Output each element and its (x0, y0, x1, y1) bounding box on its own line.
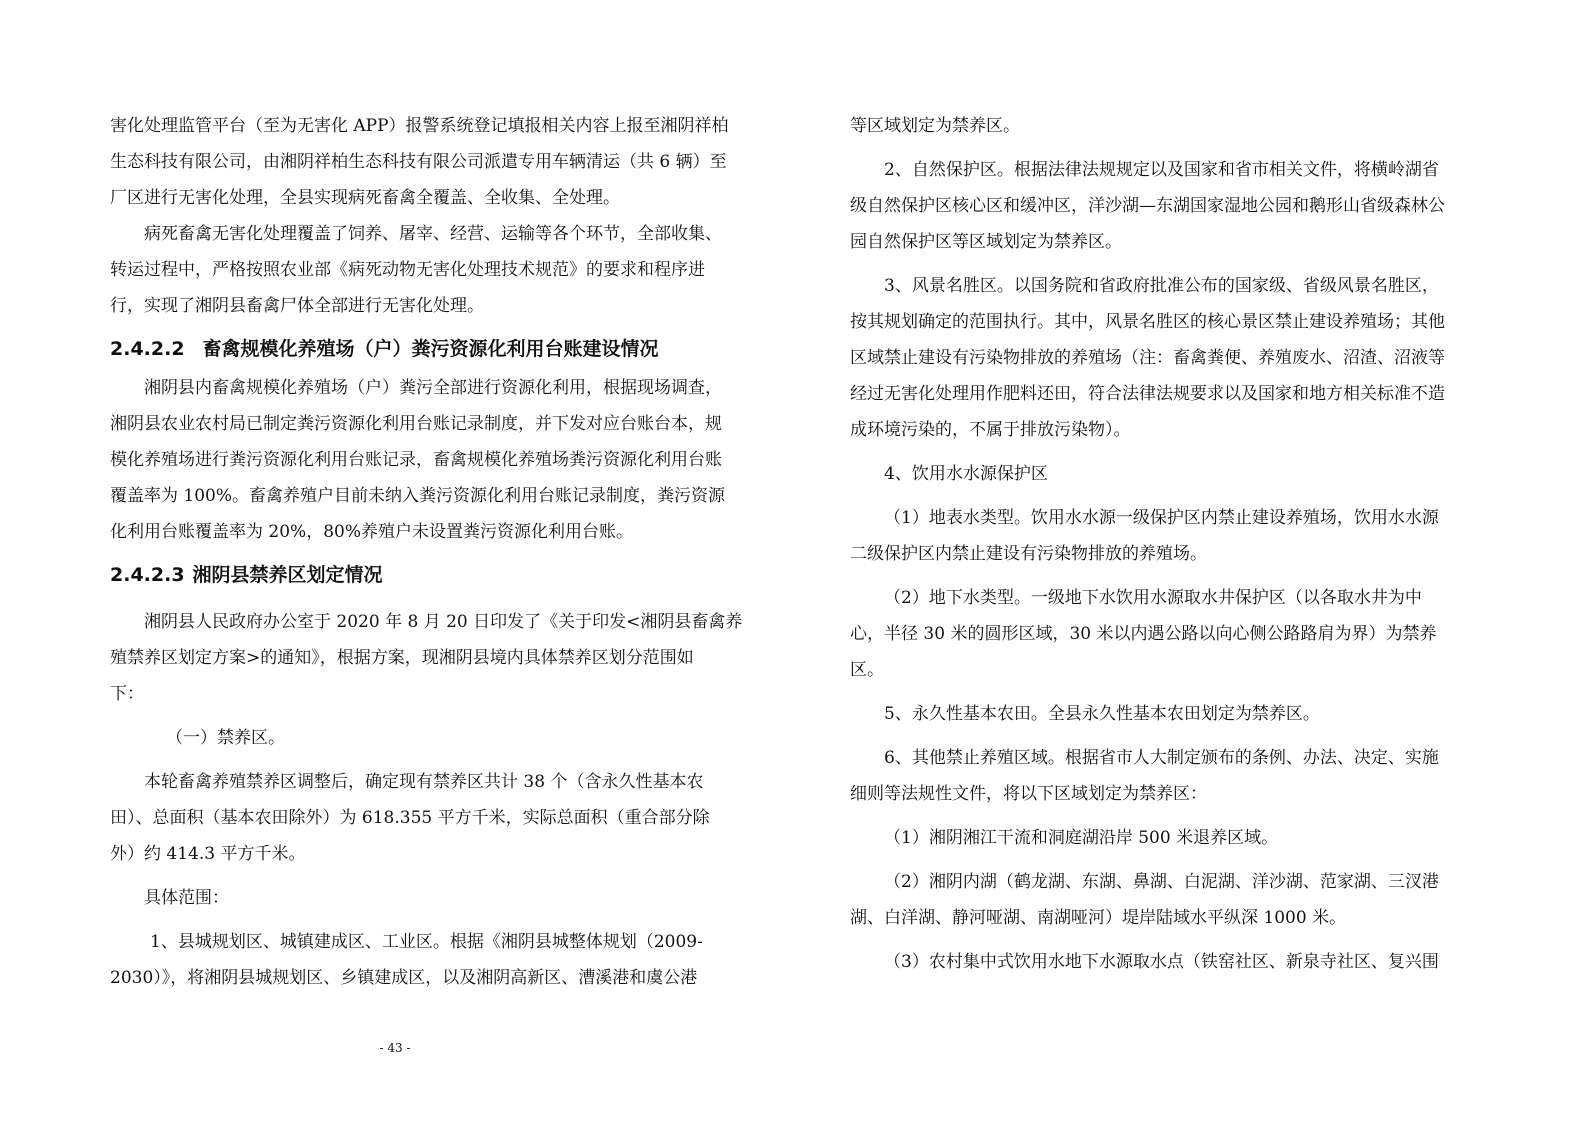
paragraph-continuation (850, 108, 1482, 144)
paragraph-rural-water: （3）农村集中式饮用水地下水源取水点（铁窑社区、新泉寺社区、复兴围 (884, 952, 1439, 972)
paragraph-farmland: 5、永久性基本农田。全县永久性基本农田划定为禁养区。 (884, 704, 1320, 724)
text-line: 覆盖率为 100%。畜禽养殖户目前未纳入粪污资源化利用台账记录制度，粪污资源 (110, 486, 726, 506)
section-title: 畜禽规模化养殖场（户）粪污资源化利用台账建设情况 (202, 338, 659, 360)
paragraph-area (110, 764, 786, 872)
text-line: 下： (110, 684, 144, 704)
section-heading-2-4-2-3 (110, 556, 786, 594)
text-line: 模化养殖场进行粪污资源化利用台账记录，畜禽规模化养殖场粪污资源化利用台账 (110, 450, 722, 470)
paragraph-other-areas (850, 740, 1482, 812)
subsection-label: （一）禁养区。 (166, 728, 285, 748)
paragraph-scenic-area (850, 268, 1482, 448)
section-number: 2.4.2.3 (110, 564, 185, 586)
paragraph-ledger (110, 370, 786, 550)
section-heading-2-4-2-2 (110, 330, 786, 368)
text-line: 湖、白洋湖、静河哑湖、南湖哑河）堤岸陆域水平纵深 1000 米。 (850, 908, 1347, 928)
text-line: 成环境污染的，不属于排放污染物）。 (850, 420, 1131, 440)
paragraph-scope-label: 具体范围： (144, 888, 229, 908)
text-line: 病死畜禽无害化处理覆盖了饲养、屠宰、经营、运输等各个环节，全部收集、 (144, 224, 722, 244)
text-line: 本轮畜禽养殖禁养区调整后，确定现有禁养区共计 38 个（含永久性基本农 (144, 772, 704, 792)
text-line: 经过无害化处理用作肥料还田，符合法律法规要求以及国家和地方相关标准不造 (850, 384, 1445, 404)
section-title: 湘阴县禁养区划定情况 (192, 564, 383, 586)
text-line: 外）约 414.3 平方千米。 (110, 844, 306, 864)
text-line: 2030）》，将湘阴县城规划区、乡镇建成区，以及湘阴高新区、漕溪港和虞公港 (110, 968, 698, 988)
text-line: 园自然保护区等区域划定为禁养区。 (850, 232, 1122, 252)
text-line: 田）、总面积（基本农田除外）为 618.355 平方千米，实际总面积（重合部分除 (110, 808, 710, 828)
paragraph-inner-lakes (850, 864, 1482, 936)
text-line: 细则等法规性文件，将以下区域划定为禁养区： (850, 784, 1207, 804)
text-line: （2）地下水类型。一级地下水饮用水源取水井保护区（以各取水井为中 (884, 588, 1422, 608)
paragraph-nature-reserve (850, 152, 1482, 260)
text-line: 转运过程中，严格按照农业部《病死动物无害化处理技术规范》的要求和程序进 (110, 260, 705, 280)
paragraph-notice (110, 604, 786, 712)
paragraph-water-source-label: 4、饮用水水源保护区 (884, 464, 1048, 484)
text-line: 湘阴县内畜禽规模化养殖场（户）粪污全部进行资源化利用，根据现场调查， (144, 378, 722, 398)
text-line: 6、其他禁止养殖区域。根据省市人大制定颁布的条例、办法、决定、实施 (884, 748, 1439, 768)
paragraph-xiangjiang: （1）湘阴湘江干流和洞庭湖沿岸 500 米退养区域。 (884, 828, 1279, 848)
text-line: 害化处理监管平台（至为无害化 APP）报警系统登记填报相关内容上报至湘阴祥柏 (110, 116, 729, 136)
paragraph-county-planning (110, 924, 786, 996)
text-line: 化利用台账覆盖率为 20%，80%养殖户未设置粪污资源化利用台账。 (110, 522, 633, 542)
paragraph-coverage (110, 216, 786, 324)
text-line: 殖禁养区划定方案>的通知》，根据方案，现湘阴县境内具体禁养区划分范围如 (110, 648, 694, 668)
text-line: 心，半径 30 米的圆形区域，30 米以内遇公路以向心侧公路路肩为界）为禁养 (850, 624, 1437, 644)
section-number: 2.4.2.2 (110, 338, 185, 360)
text-line: 等区域划定为禁养区。 (850, 116, 1020, 136)
paragraph-hazard-platform (110, 108, 786, 216)
text-line: （2）湘阴内湖（鹤龙湖、东湖、鼻湖、白泥湖、洋沙湖、范家湖、三汊港 (884, 872, 1439, 892)
paragraph-surface-water (850, 500, 1482, 572)
left-column (110, 108, 786, 996)
text-line: 级自然保护区核心区和缓冲区，洋沙湖—东湖国家湿地公园和鹅形山省级森林公 (850, 196, 1445, 216)
text-line: 1、县城规划区、城镇建成区、工业区。根据《湘阴县城整体规划（2009- (150, 932, 703, 952)
text-line: 湘阴县人民政府办公室于 2020 年 8 月 20 日印发了《关于印发<湘阴县畜禽养 (144, 612, 743, 632)
text-line: 二级保护区内禁止建设有污染物排放的养殖场。 (850, 544, 1207, 564)
text-line: （1）地表水类型。饮用水水源一级保护区内禁止建设养殖场，饮用水水源 (884, 508, 1439, 528)
text-line: 按其规划确定的范围执行。其中，风景名胜区的核心景区禁止建设养殖场；其他 (850, 312, 1445, 332)
text-line: 生态科技有限公司，由湘阴祥柏生态科技有限公司派遣专用车辆清运（共 6 辆）至 (110, 152, 727, 172)
text-line: 区域禁止建设有污染物排放的养殖场（注：畜禽粪便、养殖废水、沼渣、沼液等 (850, 348, 1445, 368)
text-line: 行，实现了湘阴县畜禽尸体全部进行无害化处理。 (110, 296, 484, 316)
text-line: 湘阴县农业农村局已制定粪污资源化利用台账记录制度，并下发对应台账台本，规 (110, 414, 722, 434)
paragraph-groundwater (850, 580, 1482, 688)
text-line: 3、风景名胜区。以国务院和省政府批准公布的国家级、省级风景名胜区， (884, 276, 1439, 296)
text-line: 厂区进行无害化处理，全县实现病死畜禽全覆盖、全收集、全处理。 (110, 188, 620, 208)
right-column (850, 108, 1482, 980)
text-line: 区。 (850, 660, 884, 680)
text-line: 2、自然保护区。根据法律法规规定以及国家和省市相关文件，将横岭湖省 (884, 160, 1439, 180)
page-number: - 43 - (379, 1041, 411, 1055)
